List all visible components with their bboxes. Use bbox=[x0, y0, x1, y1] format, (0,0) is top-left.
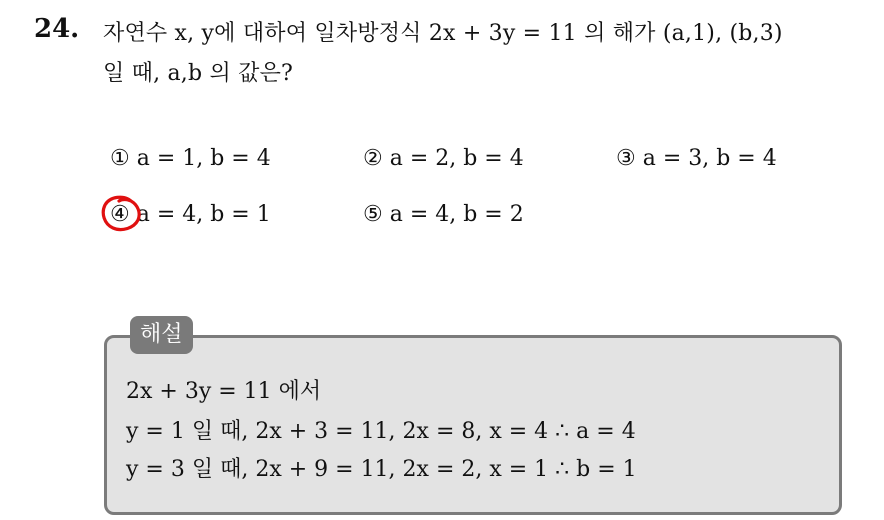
question-text-line-2: 일 때, a,b 의 값은? bbox=[103, 61, 294, 86]
question-number: 24. bbox=[34, 14, 80, 44]
solution-tag: 해설 bbox=[130, 316, 193, 354]
choice-5[interactable]: ⑤ a = 4, b = 2 bbox=[363, 202, 524, 227]
answer-circle-mark-icon bbox=[100, 193, 144, 233]
solution-line-1: 2x + 3y = 11 에서 bbox=[126, 379, 322, 404]
solution-line-3: y = 3 일 때, 2x + 9 = 11, 2x = 2, x = 1 ∴ b = 1 bbox=[126, 457, 637, 482]
choice-2[interactable]: ② a = 2, b = 4 bbox=[363, 146, 524, 171]
question-text-line-1: 자연수 x, y에 대하여 일차방정식 2x + 3y = 11 의 해가 (a,1), (b,3) bbox=[103, 21, 783, 46]
choice-1[interactable]: ① a = 1, b = 4 bbox=[110, 146, 271, 171]
solution-line-2: y = 1 일 때, 2x + 3 = 11, 2x = 8, x = 4 ∴ a = 4 bbox=[126, 419, 636, 444]
choice-3[interactable]: ③ a = 3, b = 4 bbox=[616, 146, 777, 171]
choice-4[interactable]: ④ a = 4, b = 1 bbox=[110, 202, 271, 227]
